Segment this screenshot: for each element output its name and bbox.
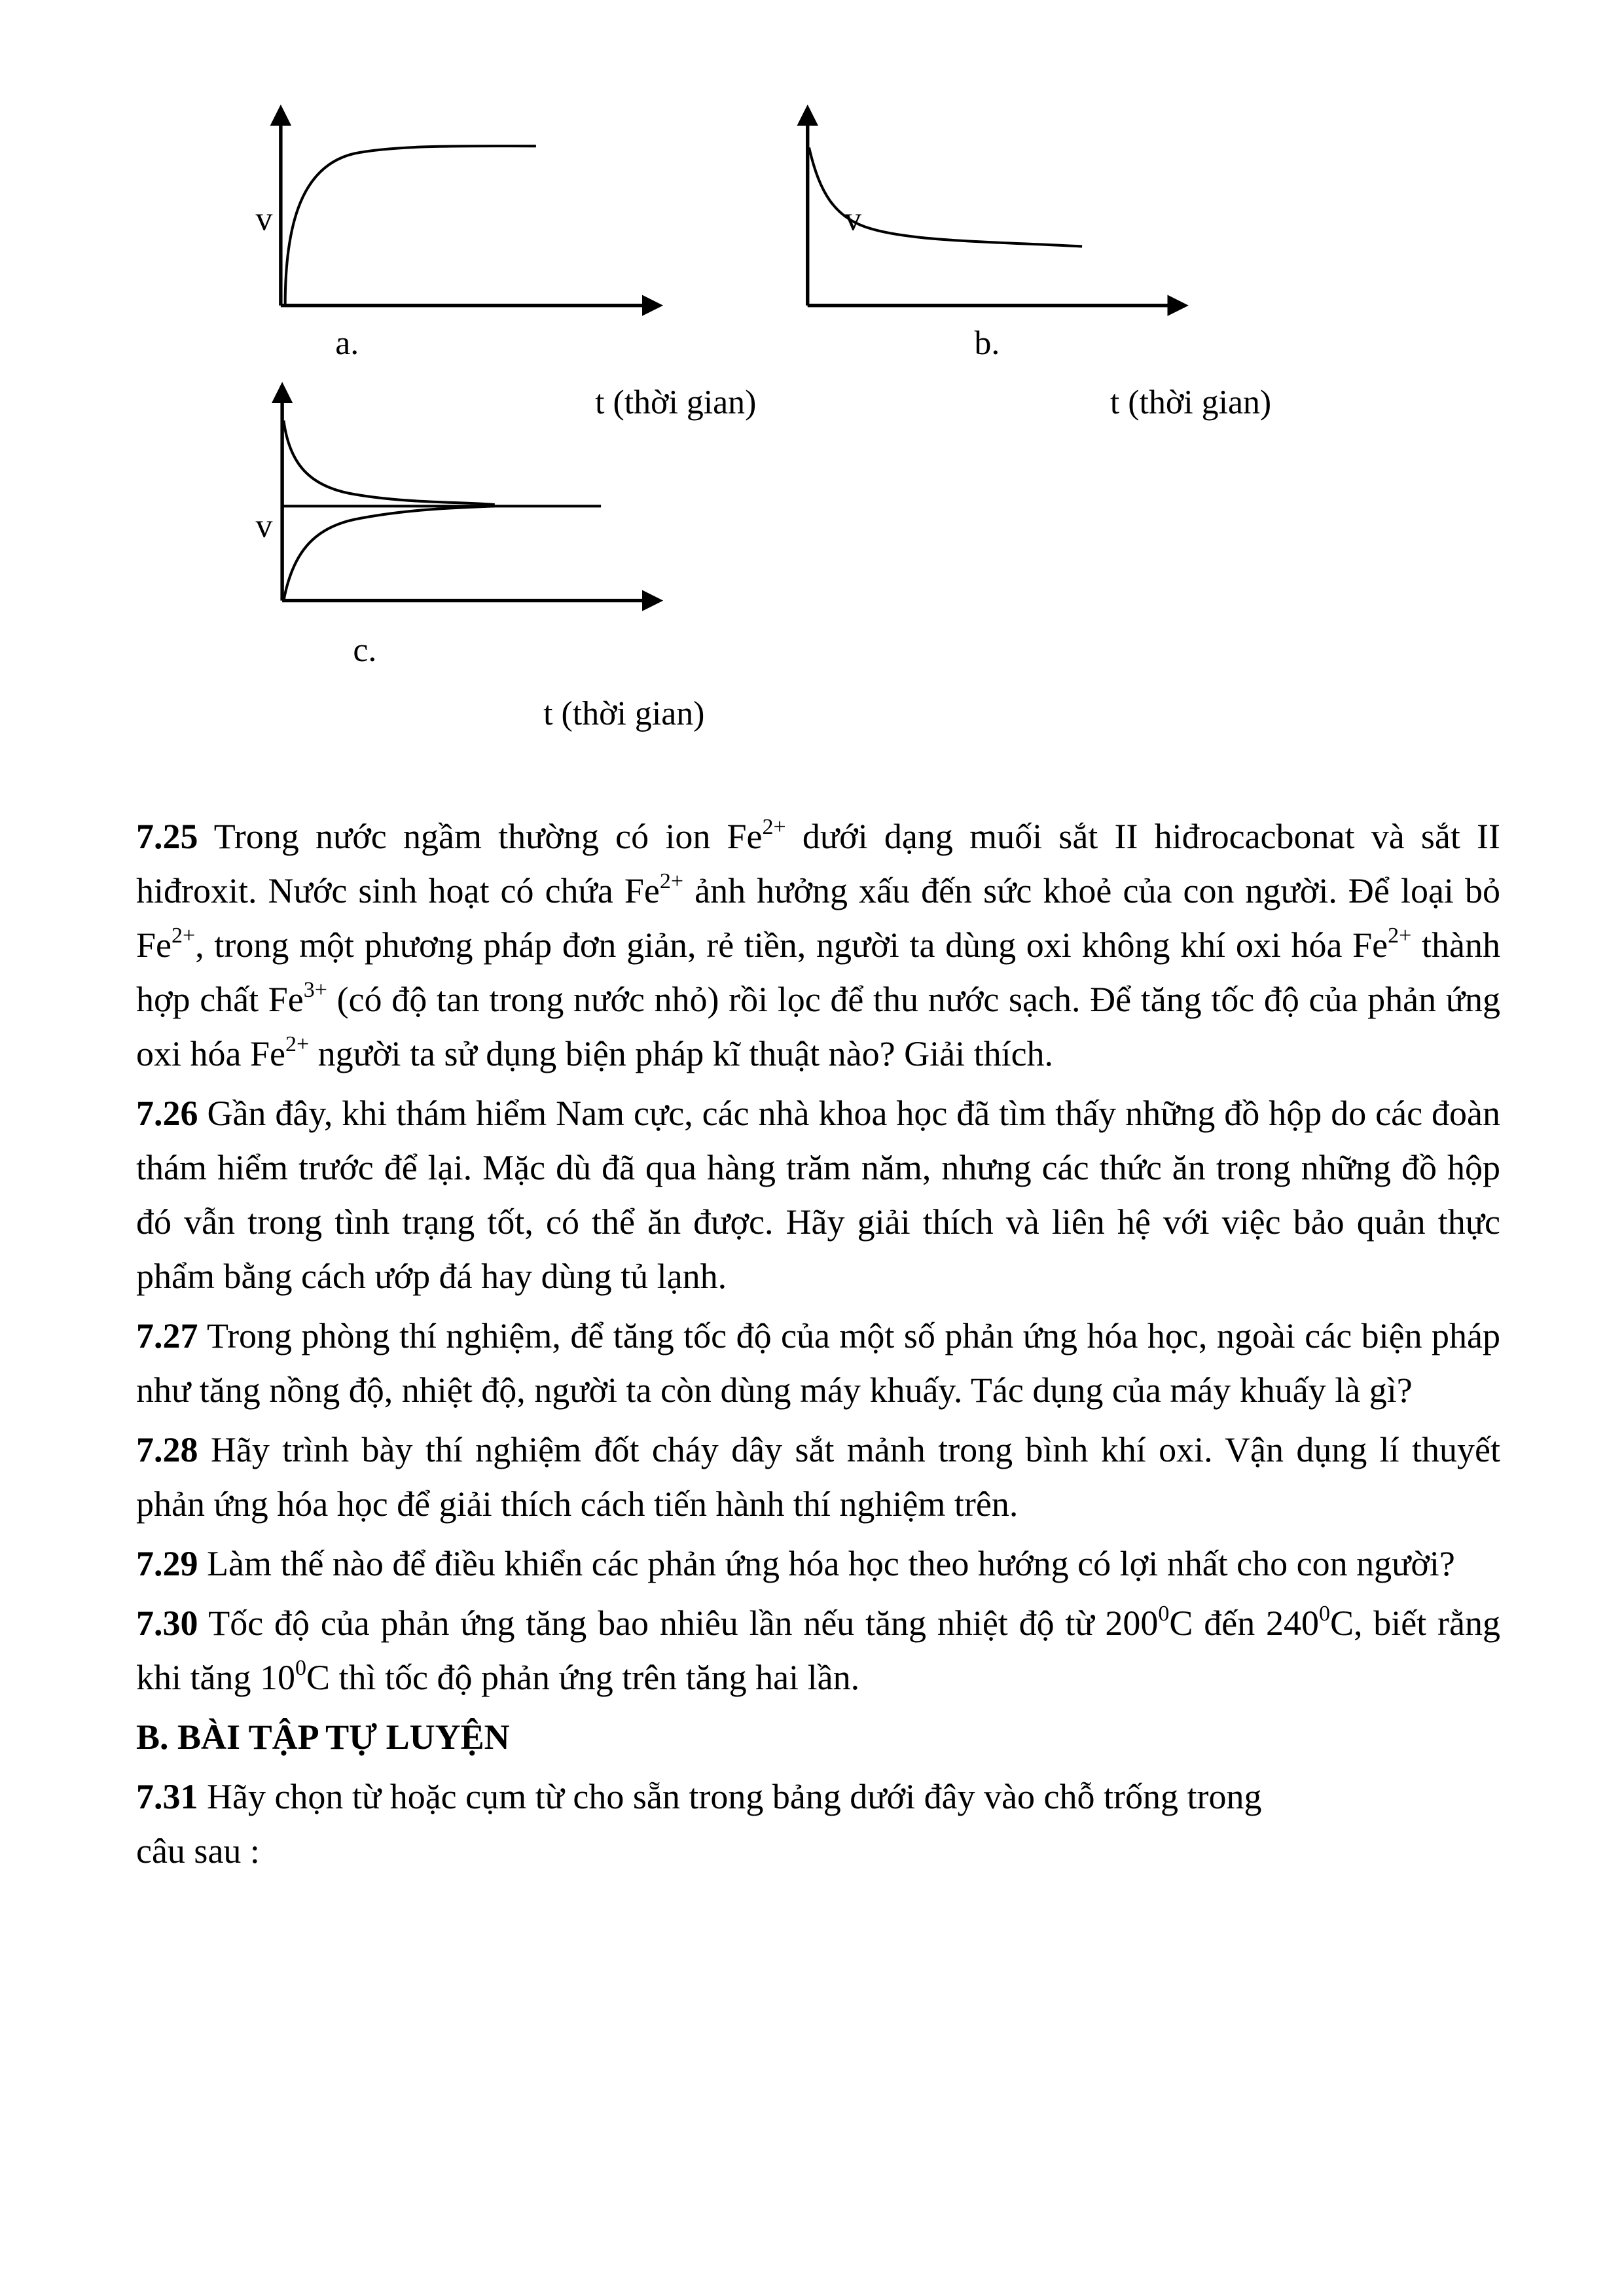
superscript: 2+ bbox=[285, 1032, 310, 1056]
graph-c-caption: c. bbox=[353, 632, 377, 670]
graph-a bbox=[281, 115, 653, 306]
exercise-number: 7.29 bbox=[136, 1544, 198, 1583]
exercise-number: 7.31 bbox=[136, 1777, 198, 1816]
superscript: 2+ bbox=[1388, 924, 1412, 948]
exercise-number: 7.30 bbox=[136, 1604, 198, 1643]
superscript: 0 bbox=[1158, 1602, 1170, 1626]
section-heading: B. BÀI TẬP TỰ LUYỆN bbox=[136, 1717, 510, 1757]
exercise-text: Trong nước ngầm thường có ion Fe bbox=[198, 817, 763, 856]
graph-b bbox=[808, 115, 1178, 306]
graph-c bbox=[282, 393, 653, 601]
graph-a-x-label: t (thời gian) bbox=[595, 384, 757, 422]
exercise-number: 7.25 bbox=[136, 817, 198, 856]
exercise-text: C, biết rằng khi tăng 10 bbox=[136, 1604, 1500, 1697]
superscript: 0 bbox=[1318, 1602, 1330, 1626]
rate-time-graphs bbox=[0, 0, 1624, 812]
exercise-text: C thì tốc độ phản ứng trên tăng hai lần. bbox=[306, 1658, 860, 1697]
superscript: 0 bbox=[295, 1656, 306, 1680]
exercise-7-30 bbox=[136, 1596, 1500, 1705]
graph-b-x-label: t (thời gian) bbox=[1110, 384, 1272, 422]
exercise-7-27 bbox=[136, 1309, 1500, 1418]
exercise-text: dưới dạng muối sắt II hiđrocacbonat và sắt II hiđroxit. Nước sinh hoạt có chứa Fe bbox=[136, 817, 1501, 910]
exercise-7-28 bbox=[136, 1423, 1500, 1532]
exercise-text: Hãy chọn từ hoặc cụm từ cho sẵn trong bảng dưới đây vào chỗ trống trong bbox=[198, 1777, 1262, 1816]
exercise-number: 7.27 bbox=[136, 1316, 198, 1355]
exercise-number: 7.28 bbox=[136, 1430, 198, 1469]
exercise-list bbox=[136, 810, 1500, 1884]
exercise-text: (có độ tan trong nước nhỏ) rồi lọc để thu nước sạch. Để tăng tốc độ của phản ứng oxi hóa Fe bbox=[136, 980, 1500, 1073]
superscript: 2+ bbox=[171, 924, 196, 948]
exercise-text: , trong một phương pháp đơn giản, rẻ tiền, người ta dùng oxi không khí oxi hóa Fe bbox=[195, 925, 1388, 965]
exercise-text: Tốc độ của phản ứng tăng bao nhiêu lần nếu tăng nhiệt độ từ 200 bbox=[198, 1604, 1159, 1643]
graph-c-x-label: t (thời gian) bbox=[543, 694, 705, 732]
exercise-number: 7.26 bbox=[136, 1094, 198, 1133]
exercise-7-29 bbox=[136, 1537, 1500, 1591]
exercise-text: thành hợp chất Fe bbox=[136, 925, 1500, 1019]
graph-a-caption: a. bbox=[335, 325, 359, 363]
graph-a-curve bbox=[285, 146, 536, 306]
exercise-7-26 bbox=[136, 1086, 1500, 1304]
exercise-text: Gần đây, khi thám hiểm Nam cực, các nhà khoa học đã tìm thấy những đồ hộp do các đoàn thám hiểm trước để lại. Mặc dù đã qua hàng trăm năm, nhưng các thức ăn trong những đồ hộp đó vẫn trong tình trạng tốt, có thể ăn được. Hãy giải thích và liên hệ với việc bảo quản thực phẩm bằng cách ướp đá hay dùng tủ lạnh. bbox=[136, 1094, 1500, 1296]
exercise-text: người ta sử dụng biện pháp kĩ thuật nào? Giải thích. bbox=[309, 1034, 1054, 1073]
graph-c-forward-curve bbox=[283, 421, 494, 505]
graph-b-y-label: v bbox=[844, 200, 862, 238]
graph-c-reverse-curve bbox=[283, 506, 494, 600]
exercise-7-25 bbox=[136, 810, 1500, 1081]
superscript: 3+ bbox=[303, 978, 327, 1002]
exercise-text: Làm thế nào để điều khiển các phản ứng hóa học theo hướng có lợi nhất cho con người? bbox=[198, 1544, 1455, 1583]
superscript: 2+ bbox=[762, 815, 786, 839]
graph-b-caption: b. bbox=[974, 325, 1000, 363]
exercise-text: Trong phòng thí nghiệm, để tăng tốc độ của một số phản ứng hóa học, ngoài các biện pháp như tăng nồng độ, nhiệt độ, người ta còn dùng máy khuấy. Tác dụng của máy khuấy là gì? bbox=[136, 1316, 1500, 1410]
exercise-text: câu sau : bbox=[136, 1831, 260, 1871]
exercise-text: Hãy trình bày thí nghiệm đốt cháy dây sắt mảnh trong bình khí oxi. Vận dụng lí thuyết phản ứng hóa học để giải thích cách tiến hành thí nghiệm trên. bbox=[136, 1430, 1500, 1524]
graph-c-y-label: v bbox=[255, 507, 273, 545]
exercise-text: ảnh hưởng xấu đến sức khoẻ của con người. Để loại bỏ Fe bbox=[136, 871, 1500, 965]
superscript: 2+ bbox=[659, 869, 684, 893]
exercise-text: C đến 240 bbox=[1169, 1604, 1319, 1643]
exercise-7-31 bbox=[136, 1770, 1500, 1878]
graph-a-y-label: v bbox=[255, 200, 273, 238]
